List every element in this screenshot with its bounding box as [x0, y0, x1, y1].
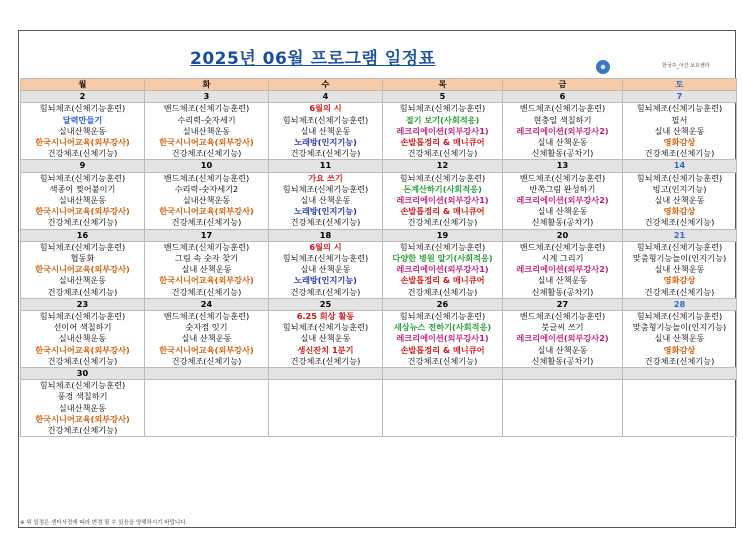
activity-cell: 건강체조(신체기능) [383, 287, 503, 299]
activity-cell [269, 391, 383, 402]
activity-cell: 실내 산책운동 [503, 275, 623, 286]
activity-cell: 영화감상 [623, 275, 737, 286]
date-row [21, 229, 737, 241]
activity-cell: 밴드체조(신체기능훈련) [145, 241, 269, 253]
activity-cell: 신체활동(공차기) [503, 287, 623, 299]
activity-cell: 빙고(인지기능) [623, 184, 737, 195]
activity-cell: 건강체조(신체기능) [145, 287, 269, 299]
activity-cell: 건강체조(신체기능) [383, 356, 503, 368]
day-number: 12 [383, 160, 503, 172]
day-number [383, 368, 503, 380]
activity-cell: 건강체조(신체기능) [269, 287, 383, 299]
activity-cell: 실내 산책운동 [503, 137, 623, 148]
activity-row [21, 322, 737, 333]
day-number: 7 [623, 91, 737, 103]
activity-cell: 생신잔치 1분기 [269, 345, 383, 356]
activity-cell: 풍경 색칠하기 [21, 391, 145, 402]
activity-row [21, 333, 737, 344]
activity-cell: 한국시니어교육(외부강사) [21, 264, 145, 275]
activity-cell [623, 391, 737, 402]
activity-cell: 힘뇌체조(신체기능훈련) [21, 241, 145, 253]
weekday-header-row [21, 79, 737, 91]
activity-cell: 실내 산책운동 [269, 333, 383, 344]
activity-cell: 노래방(인지기능) [269, 137, 383, 148]
day-number: 27 [503, 298, 623, 310]
activity-row [21, 241, 737, 253]
activity-row [21, 275, 737, 286]
activity-cell: 신체활동(공차기) [503, 356, 623, 368]
activity-cell [383, 403, 503, 414]
activity-cell: 레크리에이션(외부강사2) [503, 126, 623, 137]
activity-cell: 맞춤형기능놀이(인지기능) [623, 322, 737, 333]
activity-cell: 건강체조(신체기능) [623, 148, 737, 160]
activity-cell: 그림 속 숫자 찾기 [145, 253, 269, 264]
activity-cell: 영화감상 [623, 206, 737, 217]
activity-cell: 가요 쓰기 [269, 172, 383, 184]
activity-cell: 한국시니어교육(외부강사) [145, 206, 269, 217]
activity-row [21, 172, 737, 184]
activity-row [21, 126, 737, 137]
activity-cell: 건강체조(신체기능) [269, 217, 383, 229]
activity-cell: 건강체조(신체기능) [145, 356, 269, 368]
organization-name: 한국주_아간 보호센터 [662, 63, 710, 69]
day-number: 6 [503, 91, 623, 103]
day-number: 26 [383, 298, 503, 310]
activity-cell: 건강체조(신체기능) [383, 148, 503, 160]
activity-cell [503, 380, 623, 392]
activity-cell: 힘뇌체조(신체기능훈련) [383, 103, 503, 115]
activity-cell: 협동화 [21, 253, 145, 264]
activity-row [21, 345, 737, 356]
activity-cell: 건강체조(신체기능) [383, 217, 503, 229]
activity-row [21, 356, 737, 368]
activity-cell: 레크리에이션(외부강사1) [383, 333, 503, 344]
activity-cell: 실내 산책운동 [623, 264, 737, 275]
activity-cell: 힘뇌체조(신체기능훈련) [21, 172, 145, 184]
activity-cell: 실내산책운동 [21, 126, 145, 137]
activity-cell [623, 425, 737, 437]
activity-row [21, 115, 737, 126]
activity-cell: 힘뇌체조(신체기능훈련) [383, 311, 503, 323]
activity-cell: 레크리에이션(외부강사2) [503, 195, 623, 206]
activity-cell: 밴드체조(신체기능훈련) [503, 103, 623, 115]
activity-cell [623, 403, 737, 414]
day-number: 4 [269, 91, 383, 103]
schedule-table [20, 78, 737, 437]
weekday-tue: 화 [145, 79, 269, 91]
activity-cell: 한국시니어교육(외부강사) [145, 275, 269, 286]
activity-cell: 신체활동(공차기) [503, 148, 623, 160]
activity-cell: 레크리에이션(외부강사1) [383, 264, 503, 275]
day-number [145, 368, 269, 380]
activity-cell: 힘뇌체조(신체기능훈련) [21, 311, 145, 323]
activity-cell: 실내 산책운동 [269, 264, 383, 275]
weekday-fri: 금 [503, 79, 623, 91]
activity-cell [269, 380, 383, 392]
activity-cell: 붓글씨 쓰기 [503, 322, 623, 333]
activity-cell [383, 380, 503, 392]
day-number [269, 368, 383, 380]
activity-cell: 실내 산책운동 [145, 264, 269, 275]
activity-cell: 실내산책운동 [21, 275, 145, 286]
activity-row [21, 403, 737, 414]
activity-cell [383, 414, 503, 425]
activity-cell: 실내 산책운동 [269, 195, 383, 206]
day-number: 28 [623, 298, 737, 310]
activity-cell: 6.25 회상 활동 [269, 311, 383, 323]
activity-row [21, 206, 737, 217]
activity-cell: 힘뇌체조(신체기능훈련) [269, 184, 383, 195]
activity-row [21, 414, 737, 425]
activity-cell: 힘뇌체조(신체기능훈련) [21, 103, 145, 115]
activity-cell: 절기 보기(사회적응) [383, 115, 503, 126]
day-number: 5 [383, 91, 503, 103]
activity-row [21, 391, 737, 402]
date-row [21, 368, 737, 380]
activity-cell: 맞춤형기능놀이(인지기능) [623, 253, 737, 264]
activity-cell: 새상뉴스 전하기(사회적응) [383, 322, 503, 333]
activity-cell: 건강체조(신체기능) [21, 217, 145, 229]
activity-row [21, 217, 737, 229]
activity-cell: 실내산책운동 [145, 126, 269, 137]
activity-cell: 한국시니어교육(외부강사) [21, 345, 145, 356]
day-number: 14 [623, 160, 737, 172]
day-number: 13 [503, 160, 623, 172]
activity-cell: 레크리에이션(외부강사2) [503, 333, 623, 344]
activity-cell: 건강체조(신체기능) [623, 287, 737, 299]
activity-cell [269, 425, 383, 437]
activity-cell: 밴드체조(신체기능훈련) [503, 241, 623, 253]
day-number: 9 [21, 160, 145, 172]
activity-cell [145, 414, 269, 425]
activity-cell: 다양한 병원 알기(사회적응) [383, 253, 503, 264]
activity-cell [269, 414, 383, 425]
activity-cell: 실내산책운동 [145, 195, 269, 206]
activity-cell: 수리력-숫자세기2 [145, 184, 269, 195]
activity-cell: 손발톱정리 & 매니큐어 [383, 206, 503, 217]
activity-cell: 실내 산책운동 [503, 206, 623, 217]
activity-row [21, 184, 737, 195]
date-row [21, 298, 737, 310]
activity-cell [503, 425, 623, 437]
activity-row [21, 195, 737, 206]
activity-cell: 달력만들기 [21, 115, 145, 126]
activity-cell: 건강체조(신체기능) [623, 356, 737, 368]
activity-cell: 현충일 색칠하기 [503, 115, 623, 126]
activity-row [21, 425, 737, 437]
activity-cell: 건강체조(신체기능) [145, 217, 269, 229]
activity-cell: 건강체조(신체기능) [21, 425, 145, 437]
activity-cell: 수리력-숫자세기 [145, 115, 269, 126]
activity-cell: 신체활동(공차기) [503, 217, 623, 229]
activity-cell [503, 414, 623, 425]
activity-cell [145, 380, 269, 392]
activity-cell [623, 380, 737, 392]
activity-cell: 실내산책운동 [21, 333, 145, 344]
activity-cell: 밴드체조(신체기능훈련) [503, 311, 623, 323]
activity-row [21, 148, 737, 160]
activity-cell: 영화감상 [623, 137, 737, 148]
activity-cell: 힘뇌체조(신체기능훈련) [623, 241, 737, 253]
activity-cell: 레크리에이션(외부강사1) [383, 195, 503, 206]
activity-cell: 레크리에이션(외부강사2) [503, 264, 623, 275]
day-number: 10 [145, 160, 269, 172]
activity-cell: 건강체조(신체기능) [145, 148, 269, 160]
activity-cell: 레크리에이션(외부강사1) [383, 126, 503, 137]
activity-cell: 실내 산책운동 [623, 195, 737, 206]
activity-cell: 한국시니어교육(외부강사) [21, 414, 145, 425]
activity-row [21, 103, 737, 115]
day-number: 25 [269, 298, 383, 310]
activity-cell: 실내 산책운동 [145, 333, 269, 344]
activity-cell: 힘뇌체조(신체기능훈련) [269, 322, 383, 333]
activity-cell: 필서 [623, 115, 737, 126]
activity-row [21, 380, 737, 392]
activity-cell [383, 391, 503, 402]
day-number: 30 [21, 368, 145, 380]
day-number [623, 368, 737, 380]
activity-cell: 실내 산책운동 [269, 126, 383, 137]
activity-cell: 노래방(인지기능) [269, 206, 383, 217]
activity-cell: 돈계산하기(사회적응) [383, 184, 503, 195]
day-number: 11 [269, 160, 383, 172]
day-number: 24 [145, 298, 269, 310]
activity-cell: 실내산책운동 [21, 195, 145, 206]
activity-cell: 건강체조(신체기능) [269, 148, 383, 160]
activity-cell: 손발톱정리 & 매니큐어 [383, 275, 503, 286]
activity-cell: 힘뇌체조(신체기능훈련) [269, 253, 383, 264]
activity-cell: 한국시니어교육(외부강사) [145, 345, 269, 356]
activity-cell: 건강체조(신체기능) [623, 217, 737, 229]
day-number: 2 [21, 91, 145, 103]
activity-cell: 한국시니어교육(외부강사) [145, 137, 269, 148]
activity-cell [623, 414, 737, 425]
activity-cell [503, 403, 623, 414]
activity-cell: 6월의 시 [269, 241, 383, 253]
activity-cell [145, 425, 269, 437]
activity-cell: 반쪽그림 완성하기 [503, 184, 623, 195]
activity-cell: 실내 산책운동 [623, 126, 737, 137]
activity-cell: 실내 산책운동 [503, 345, 623, 356]
activity-cell: 손발톱정리 & 매니큐어 [383, 137, 503, 148]
weekday-sat: 토 [623, 79, 737, 91]
day-number: 3 [145, 91, 269, 103]
activity-cell: 밴드체조(신체기능훈련) [145, 311, 269, 323]
date-row [21, 91, 737, 103]
page-title: 2025년 06월 프로그램 일정표 [190, 49, 436, 69]
day-number: 18 [269, 229, 383, 241]
activity-cell: 밴드체조(신체기능훈련) [503, 172, 623, 184]
activity-cell: 힘뇌체조(신체기능훈련) [623, 172, 737, 184]
footnote: ※ 위 일정은 센터사정에 따라 변경 될 수 있음을 양해하시기 바랍니다. [20, 520, 188, 526]
activity-cell: 숫자점 잇기 [145, 322, 269, 333]
day-number: 23 [21, 298, 145, 310]
activity-row [21, 287, 737, 299]
activity-row [21, 253, 737, 264]
day-number [503, 368, 623, 380]
weekday-wed: 수 [269, 79, 383, 91]
activity-cell: 힘뇌체조(신체기능훈련) [21, 380, 145, 392]
activity-cell: 힘뇌체조(신체기능훈련) [383, 172, 503, 184]
activity-cell: 한국시니어교육(외부강사) [21, 137, 145, 148]
day-number: 17 [145, 229, 269, 241]
activity-cell: 힘뇌체조(신체기능훈련) [269, 115, 383, 126]
center-logo-icon [596, 60, 610, 74]
activity-cell: 실내산책운동 [21, 403, 145, 414]
activity-row [21, 264, 737, 275]
date-row [21, 160, 737, 172]
activity-cell: 건강체조(신체기능) [269, 356, 383, 368]
activity-cell [503, 391, 623, 402]
activity-cell: 노래방(인지기능) [269, 275, 383, 286]
activity-cell: 색종이 찢어붙이기 [21, 184, 145, 195]
activity-cell: 실내 산책운동 [623, 333, 737, 344]
weekday-mon: 월 [21, 79, 145, 91]
activity-cell: 건강체조(신체기능) [21, 356, 145, 368]
activity-cell: 한국시니어교육(외부강사) [21, 206, 145, 217]
activity-cell: 6월의 시 [269, 103, 383, 115]
activity-row [21, 137, 737, 148]
activity-cell [269, 403, 383, 414]
activity-cell: 건강체조(신체기능) [21, 287, 145, 299]
day-number: 20 [503, 229, 623, 241]
activity-cell: 밴드체조(신체기능훈련) [145, 103, 269, 115]
activity-cell: 힘뇌체조(신체기능훈련) [623, 311, 737, 323]
activity-cell: 힘뇌체조(신체기능훈련) [623, 103, 737, 115]
activity-cell [145, 403, 269, 414]
activity-cell: 손발톱정리 & 매니큐어 [383, 345, 503, 356]
activity-cell [145, 391, 269, 402]
activity-row [21, 311, 737, 323]
weekday-thu: 목 [383, 79, 503, 91]
activity-cell: 영화감상 [623, 345, 737, 356]
day-number: 16 [21, 229, 145, 241]
activity-cell: 건강체조(신체기능) [21, 148, 145, 160]
activity-cell: 시계 그리기 [503, 253, 623, 264]
day-number: 19 [383, 229, 503, 241]
activity-cell: 밴드체조(신체기능훈련) [145, 172, 269, 184]
day-number: 21 [623, 229, 737, 241]
activity-cell: 힘뇌체조(신체기능훈련) [383, 241, 503, 253]
activity-cell [383, 425, 503, 437]
activity-cell: 선이어 색칠하기 [21, 322, 145, 333]
